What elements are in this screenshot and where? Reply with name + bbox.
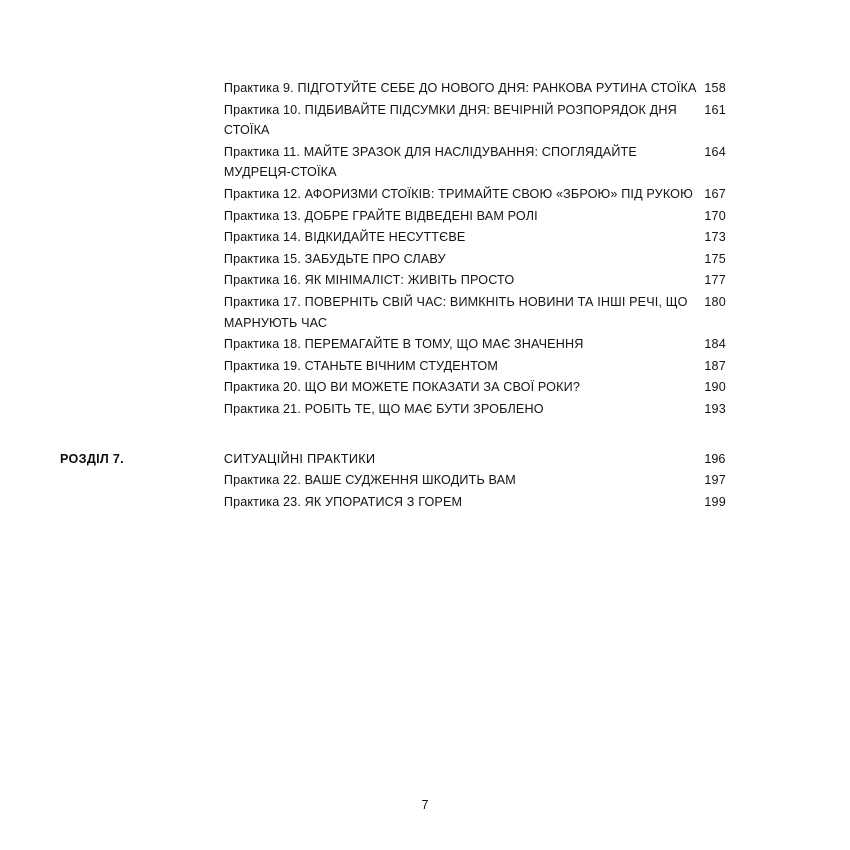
- toc-entry-text: ВІДКИДАЙТЕ НЕСУТТЄВЕ: [301, 230, 466, 245]
- toc-entry-page-number: 158: [704, 81, 726, 95]
- toc-entry-row[interactable]: [60, 377, 790, 399]
- toc-entry-row[interactable]: [60, 100, 790, 142]
- toc-entry-page-number: 170: [704, 208, 726, 223]
- toc-entry-row[interactable]: [60, 249, 790, 271]
- toc-entry-text: ПЕРЕМАГАЙТЕ В ТОМУ, ЩО МАЄ ЗНАЧЕННЯ: [301, 337, 584, 352]
- toc-entry-page-number: 175: [704, 251, 726, 266]
- toc-entry-indent: [60, 356, 224, 378]
- toc-entry-text: СТАНЬТЕ ВІЧНИМ СТУДЕНТОМ: [301, 358, 498, 373]
- toc-entry-indent: [60, 377, 224, 399]
- toc-entry-indent: [60, 206, 224, 228]
- toc-entry-prefix: Практика 12.: [223, 186, 301, 201]
- toc-entry-prefix: Практика 10.: [223, 102, 301, 117]
- toc-entry-page-number: 187: [704, 358, 726, 373]
- toc-entry-prefix: Практика 13.: [223, 208, 301, 223]
- toc-entry-prefix: Практика 14.: [223, 230, 301, 245]
- toc-entry-row[interactable]: [60, 492, 790, 514]
- toc-entry-indent: [60, 227, 224, 249]
- toc-entry-text: ПОВЕРНІТЬ СВІЙ ЧАС: ВИМКНІТЬ НОВИНИ ТА ІНШІ РЕЧІ, ЩО МАРНУЮТЬ ЧАС: [223, 294, 688, 330]
- toc-entry-text: ДОБРЕ ГРАЙТЕ ВІДВЕДЕНІ ВАМ РОЛІ: [301, 208, 538, 223]
- toc-entry-prefix: Практика 22.: [223, 473, 301, 488]
- toc-entry-page-number: 173: [704, 230, 726, 245]
- toc-entry-page-number: 199: [704, 494, 726, 509]
- toc-section-label: РОЗДІЛ 7.: [60, 451, 124, 466]
- toc-entry-row[interactable]: [60, 184, 790, 206]
- toc-section-page-number: 196: [704, 451, 726, 466]
- toc-entry-prefix: Практика 23.: [223, 494, 301, 509]
- toc-entry-indent: [60, 184, 224, 206]
- toc-entry-text: ПІДГОТУЙТЕ СЕБЕ ДО НОВОГО ДНЯ: РАНКОВА РУТИНА СТОЇКА: [293, 81, 697, 95]
- toc-entry-title: [224, 81, 697, 95]
- toc-entry-prefix: Практика 16.: [223, 273, 301, 288]
- toc-entry-title: [224, 209, 538, 223]
- toc-entry-text: ЩО ВИ МОЖЕТЕ ПОКАЗАТИ ЗА СВОЇ РОКИ?: [301, 380, 580, 395]
- toc-entry-title: [224, 359, 498, 373]
- toc-entry-row[interactable]: [60, 270, 790, 292]
- toc-entry-row[interactable]: [60, 206, 790, 228]
- toc-section-title: СИТУАЦІЙНІ ПРАКТИКИ: [223, 451, 376, 466]
- toc-entry-row[interactable]: [60, 227, 790, 249]
- toc-entry-indent: [60, 492, 224, 514]
- toc-entry-indent: [60, 334, 224, 356]
- toc-entry-page-number: 164: [704, 144, 726, 159]
- toc-entry-row[interactable]: [60, 470, 790, 492]
- toc-entry-prefix: Практика 18.: [223, 337, 301, 352]
- toc-entry-title: [224, 230, 466, 244]
- toc-entry-text: АФОРИЗМИ СТОЇКІВ: ТРИМАЙТЕ СВОЮ «ЗБРОЮ» ПІД РУКОЮ: [301, 186, 693, 201]
- toc-entry-title: [224, 145, 637, 180]
- toc-entry-indent: [60, 470, 224, 492]
- toc-entry-page-number: 177: [704, 273, 726, 288]
- toc-entry-text: ЯК МІНІМАЛІСТ: ЖИВІТЬ ПРОСТО: [301, 273, 515, 288]
- toc-entry-page-number: 184: [704, 337, 726, 352]
- toc-entry-indent: [60, 270, 224, 292]
- toc-entry-title: [224, 337, 584, 351]
- toc-entry-prefix: Практика 11.: [223, 144, 301, 159]
- toc-entry-page-number: 197: [704, 473, 726, 488]
- table-of-contents: [60, 78, 790, 513]
- toc-entry-indent: [60, 78, 224, 100]
- toc-entry-title: [224, 187, 693, 201]
- toc-entry-prefix: Практика 20.: [223, 380, 301, 395]
- toc-entry-title: [224, 402, 544, 416]
- toc-entry-row[interactable]: [60, 142, 790, 184]
- toc-entry-prefix: Практика 15.: [223, 251, 301, 266]
- toc-entry-title: [224, 380, 580, 394]
- toc-entry-page-number: 193: [704, 401, 726, 416]
- toc-entry-text: РОБІТЬ ТЕ, ЩО МАЄ БУТИ ЗРОБЛЕНО: [301, 401, 544, 416]
- toc-entry-title: [224, 295, 688, 330]
- toc-entry-prefix: Практика 9.: [223, 81, 294, 95]
- toc-entry-text: ВАШЕ СУДЖЕННЯ ШКОДИТЬ ВАМ: [301, 473, 516, 488]
- toc-entry-indent: [60, 399, 224, 421]
- page-number: 7: [421, 798, 429, 812]
- toc-entry-title: [224, 473, 516, 487]
- toc-entry-page-number: 190: [704, 380, 726, 395]
- toc-entry-indent: [60, 142, 224, 184]
- toc-entry-text: МАЙТЕ ЗРАЗОК ДЛЯ НАСЛІДУВАННЯ: СПОГЛЯДАЙТЕ МУДРЕЦЯ-СТОЇКА: [223, 144, 637, 180]
- toc-entry-prefix: Практика 17.: [223, 294, 301, 309]
- toc-entry-row[interactable]: [60, 292, 790, 334]
- toc-entry-title: [224, 103, 677, 138]
- toc-entry-indent: [60, 292, 224, 334]
- toc-entry-page-number: 180: [704, 294, 726, 309]
- toc-entry-page-number: 167: [704, 186, 726, 201]
- toc-entry-title: [224, 252, 446, 266]
- toc-entry-prefix: Практика 19.: [223, 358, 301, 373]
- toc-entry-text: ПІДБИВАЙТЕ ПІДСУМКИ ДНЯ: ВЕЧІРНІЙ РОЗПОРЯДОК ДНЯ СТОЇКА: [223, 102, 677, 138]
- toc-entry-row[interactable]: [60, 334, 790, 356]
- toc-entry-title: [224, 495, 462, 509]
- toc-entry-page-number: 161: [704, 102, 726, 117]
- toc-entry-prefix: Практика 21.: [223, 401, 301, 416]
- toc-section-row[interactable]: [60, 421, 790, 471]
- toc-entry-indent: [60, 249, 224, 271]
- toc-entry-indent: [60, 100, 224, 142]
- toc-entry-row[interactable]: [60, 78, 790, 100]
- toc-entry-text: ЗАБУДЬТЕ ПРО СЛАВУ: [301, 251, 446, 266]
- toc-entry-row[interactable]: [60, 399, 790, 421]
- toc-entry-title: [224, 273, 514, 287]
- toc-entry-row[interactable]: [60, 356, 790, 378]
- toc-entry-text: ЯК УПОРАТИСЯ З ГОРЕМ: [301, 494, 463, 509]
